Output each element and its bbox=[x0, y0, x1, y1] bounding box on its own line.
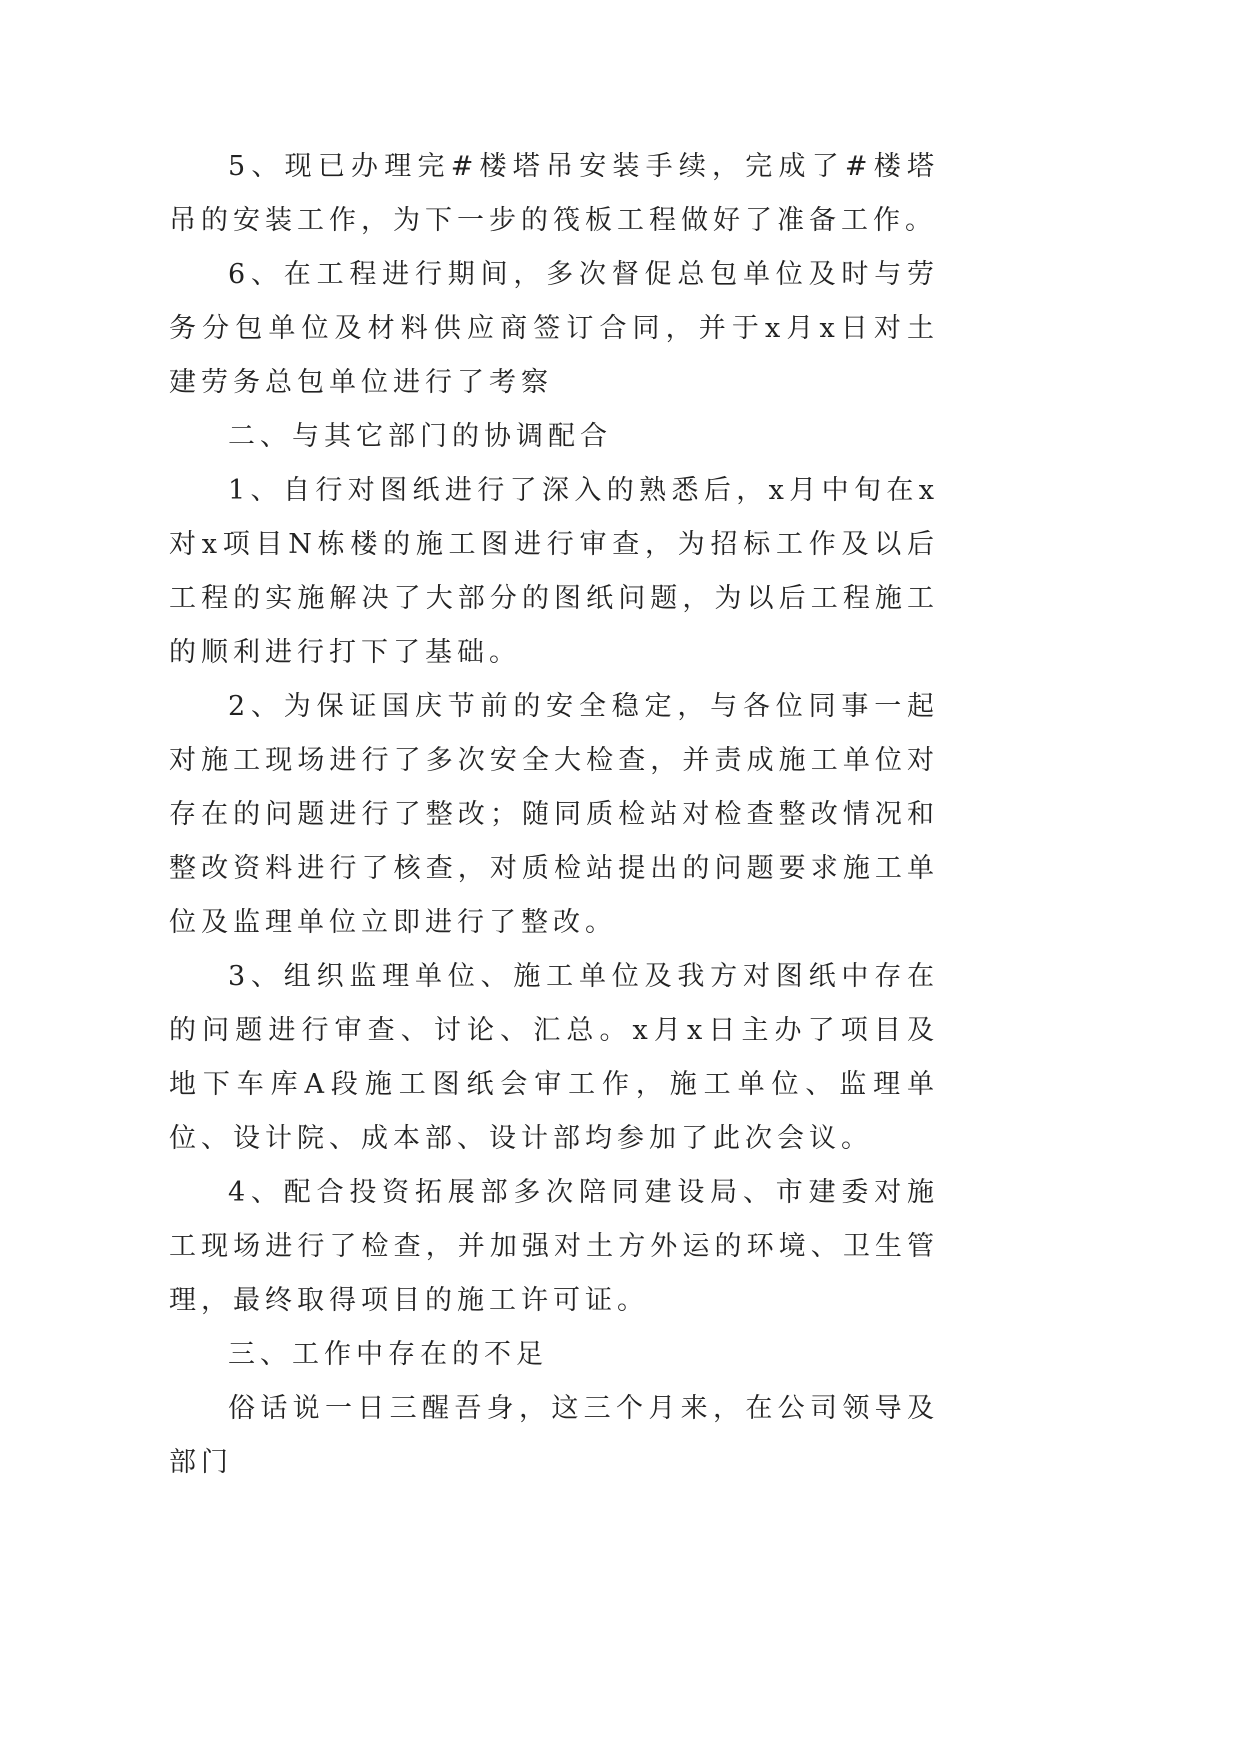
document-body bbox=[169, 140, 939, 1490]
paragraph-coordination-2: 2、为保证国庆节前的安全稳定，与各位同事一起对施工现场进行了多次安全大检查，并责成施工单位对存在的问题进行了整改；随同质检站对检查整改情况和整改资料进行了核查，对质检站提出的问题要求施工单位及监理单位立即进行了整改。 bbox=[169, 691, 939, 938]
paragraph-item-6: 6、在工程进行期间，多次督促总包单位及时与劳务分包单位及材料供应商签订合同，并于x月x日对土建劳务总包单位进行了考察 bbox=[169, 259, 939, 398]
section-heading-shortcomings: 三、工作中存在的不足 bbox=[228, 1339, 548, 1370]
paragraph-shortcomings-intro: 俗话说一日三醒吾身，这三个月来，在公司领导及部门 bbox=[169, 1393, 939, 1478]
paragraph-coordination-4: 4、配合投资拓展部多次陪同建设局、市建委对施工现场进行了检查，并加强对土方外运的环境、卫生管理，最终取得项目的施工许可证。 bbox=[169, 1177, 939, 1316]
paragraph-coordination-1: 1、自行对图纸进行了深入的熟悉后，x月中旬在x对x项目N栋楼的施工图进行审查，为招标工作及以后工程的实施解决了大部分的图纸问题，为以后工程施工的顺利进行打下了基础。 bbox=[169, 475, 939, 668]
paragraph-item-5: 5、现已办理完#楼塔吊安装手续，完成了#楼塔吊的安装工作，为下一步的筏板工程做好了准备工作。 bbox=[169, 151, 939, 236]
section-heading-coordination: 二、与其它部门的协调配合 bbox=[228, 421, 612, 452]
paragraph-coordination-3: 3、组织监理单位、施工单位及我方对图纸中存在的问题进行审查、讨论、汇总。x月x日主办了项目及地下车库A段施工图纸会审工作，施工单位、监理单位、设计院、成本部、设计部均参加了此次会议。 bbox=[169, 961, 939, 1154]
